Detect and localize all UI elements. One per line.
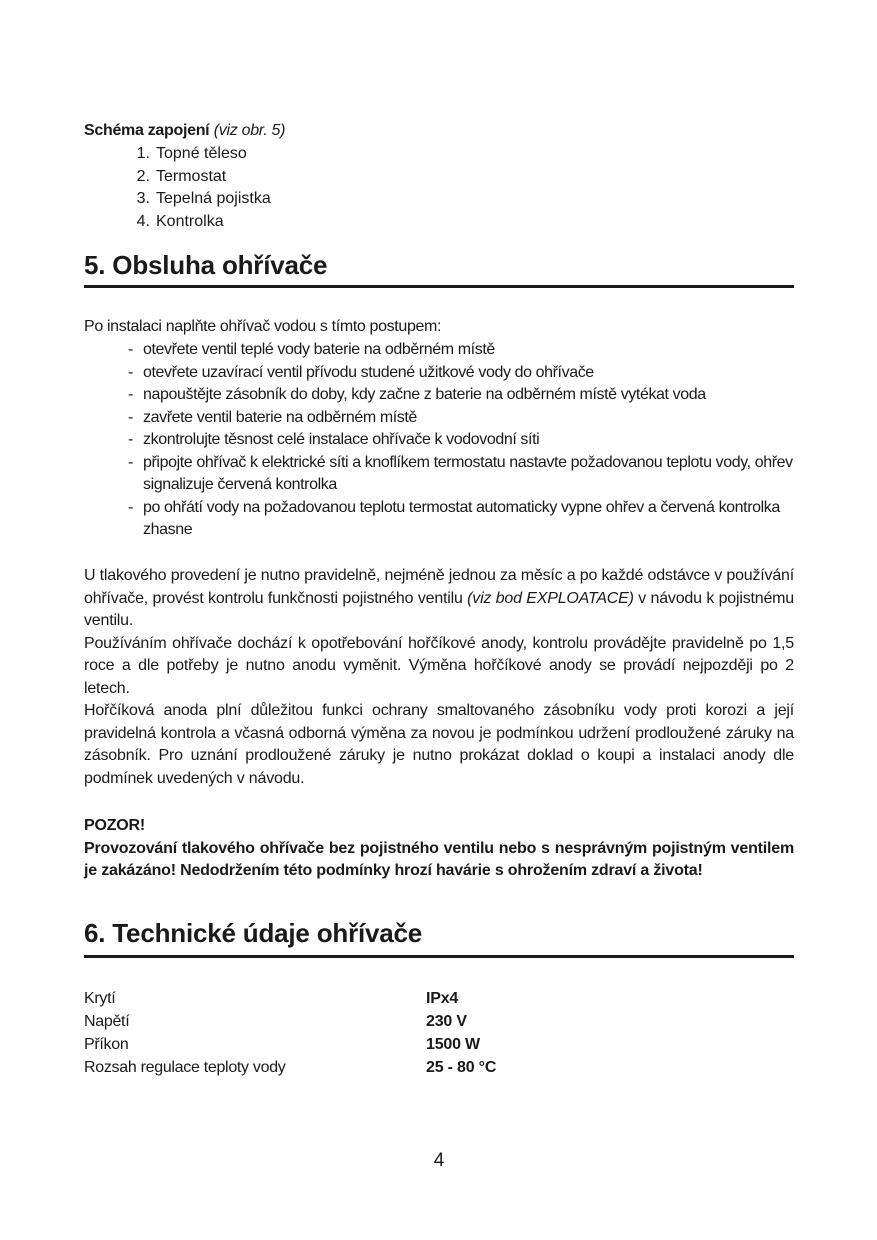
spec-row: Napětí 230 V bbox=[84, 1013, 467, 1030]
document-page bbox=[84, 0, 794, 1240]
warning-block bbox=[84, 815, 794, 883]
paragraph-anode-function: Hořčíková anoda plní důležitou funkci ochrany smaltovaného zásobníku vody proti korozi a její pravidelná kontrola a včasná odborná výměna za novou je podmínkou udržení prodloužené záruky na zásobník. Pro uznání prodloužené záruky je nutno prokázat doklad o koupi a instalaci anody dle podmínek uvedených v návodu. bbox=[84, 702, 794, 787]
list-item: 2. Termostat bbox=[136, 167, 227, 185]
scheme-figure-ref: (viz obr. 5) bbox=[213, 122, 286, 139]
list-item: 4. Kontrolka bbox=[136, 212, 224, 230]
spec-table bbox=[84, 987, 794, 1079]
list-item: 3. Tepelná pojistka bbox=[136, 190, 271, 207]
step-item: - připojte ohřívač k elektrické síti a knoflíkem termostatu nastavte požadovanou teplotu vody, ohřev signalizuje červená kontrolka bbox=[128, 453, 793, 493]
warning-text: Provozování tlakového ohřívače bez pojistného ventilu nebo s nesprávným pojistným ventilem je zakázáno! Nedodržením této podmínky hrozí havárie s ohrožením zdraví a života! bbox=[84, 839, 794, 879]
list-item: 1. Topné těleso bbox=[136, 145, 247, 162]
section-6-heading: 6. Technické údaje ohřívače bbox=[84, 918, 423, 948]
spec-row: Krytí IPx4 bbox=[84, 990, 459, 1007]
intro-text: Po instalaci naplňte ohřívač vodou s tímto postupem: bbox=[84, 318, 442, 335]
warning-title: POZOR! bbox=[84, 817, 146, 834]
section-5-heading: 5. Obsluha ohřívače bbox=[84, 250, 328, 280]
body-paragraphs bbox=[84, 565, 794, 790]
step-item: - napouštějte zásobník do doby, kdy začne z baterie na odběrném místě vytékat voda bbox=[128, 386, 706, 403]
scheme-title bbox=[84, 120, 285, 142]
page-number: 4 bbox=[433, 1150, 445, 1171]
scheme-list bbox=[128, 143, 271, 233]
step-item: - otevřete uzavírací ventil přívodu studené užitkové vody do ohřívače bbox=[128, 363, 594, 381]
paragraph-anode-wear: Používáním ohřívače dochází k opotřebování hořčíkové anody, kontrolu provádějte pravidelně po 1,5 roce a dle potřeby je nutno anodu vyměnit. Výměna hořčíkové anody se provádí nejpozději po 2 letech. bbox=[84, 634, 794, 697]
step-item: - zavřete ventil baterie na odběrném místě bbox=[128, 408, 417, 426]
step-item: - zkontrolujte těsnost celé instalace ohřívače k vodovodní síti bbox=[128, 431, 540, 448]
steps-list bbox=[128, 339, 794, 542]
section-divider bbox=[84, 955, 794, 958]
exploatace-ref: (viz bod EXPLOATACE) bbox=[467, 589, 634, 607]
step-item: - po ohřátí vody na požadovanou teplotu termostat automaticky vypne ohřev a červená kontrolka zhasne bbox=[128, 498, 780, 538]
scheme-title-text: Schéma zapojení bbox=[84, 122, 210, 139]
section-divider bbox=[84, 285, 794, 288]
spec-row: Příkon 1500 W bbox=[84, 1036, 480, 1053]
step-item: - otevřete ventil teplé vody baterie na odběrném místě bbox=[128, 341, 495, 358]
paragraph-valve-check: U tlakového provedení je nutno pravidelně, nejméně jednou za měsíc a po každé odstávce v používání ohřívače, provést kontrolu funkčnosti pojistného ventilu (viz bod EXPLOATACE) v návodu k pojistnému ventilu. bbox=[84, 567, 794, 629]
spec-row: Rozsah regulace teploty vody 25 - 80 °C bbox=[84, 1059, 497, 1076]
